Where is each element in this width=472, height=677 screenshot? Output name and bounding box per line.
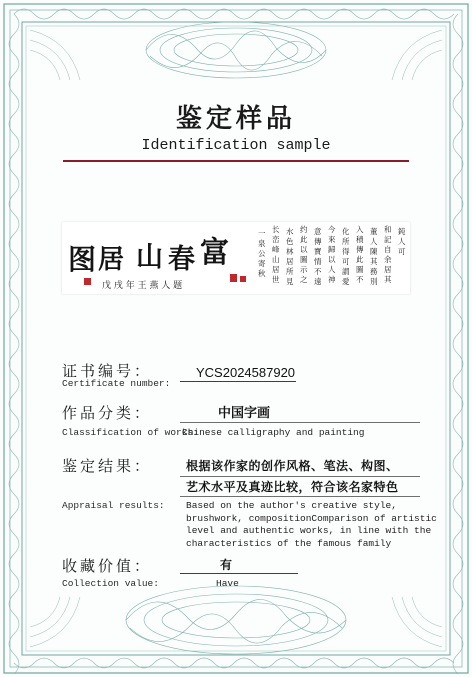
collection-label-en: Collection value: bbox=[62, 578, 159, 589]
calligraphy-scroll-image bbox=[62, 222, 410, 294]
svg-text:峦: 峦 bbox=[272, 235, 280, 244]
appraisal-value-en-line3: level and authentic works, in line with the bbox=[186, 525, 432, 536]
svg-text:山: 山 bbox=[136, 242, 163, 273]
appraisal-label-en: Appraisal results: bbox=[62, 500, 165, 511]
svg-text:水: 水 bbox=[286, 227, 294, 236]
svg-text:可: 可 bbox=[398, 247, 406, 256]
svg-text:人: 人 bbox=[370, 237, 378, 246]
collection-label-cn: 收藏价值： bbox=[62, 557, 153, 575]
appraisal-underline-1 bbox=[180, 476, 420, 477]
svg-text:不: 不 bbox=[314, 267, 322, 276]
svg-text:世: 世 bbox=[272, 275, 280, 284]
svg-text:陳: 陳 bbox=[370, 247, 378, 256]
classification-label-cn: 作品分类： bbox=[62, 404, 153, 422]
svg-text:意: 意 bbox=[314, 227, 322, 236]
svg-text:所: 所 bbox=[342, 237, 350, 246]
svg-text:務: 務 bbox=[370, 267, 378, 276]
svg-text:居: 居 bbox=[98, 245, 125, 275]
svg-text:記: 記 bbox=[384, 235, 392, 244]
collection-value-cn: 有 bbox=[220, 558, 233, 572]
svg-text:圖: 圖 bbox=[300, 255, 308, 264]
svg-text:戊 戌 年 王 燕 人 题: 戊 戌 年 王 燕 人 题 bbox=[102, 281, 183, 291]
appraisal-value-cn-line2: 艺术水平及真迹比较，符合该名家特色 bbox=[186, 480, 399, 494]
certificate-number-label-cn: 证书编号： bbox=[62, 362, 153, 380]
svg-text:神: 神 bbox=[328, 275, 336, 284]
svg-text:其: 其 bbox=[384, 275, 392, 284]
svg-text:居: 居 bbox=[272, 265, 280, 274]
classification-value-cn: 中国字画 bbox=[218, 406, 271, 421]
svg-text:此: 此 bbox=[300, 235, 308, 244]
svg-text:长: 长 bbox=[272, 225, 280, 234]
collection-value-en: Have bbox=[216, 578, 239, 589]
svg-text:得: 得 bbox=[342, 247, 350, 256]
svg-text:見: 見 bbox=[286, 277, 294, 286]
svg-text:不: 不 bbox=[356, 275, 364, 284]
appraisal-label-cn: 鉴定结果： bbox=[62, 457, 153, 475]
svg-text:化: 化 bbox=[342, 227, 350, 236]
svg-text:所: 所 bbox=[286, 267, 294, 276]
certificate-number-label-en: Certificate number: bbox=[62, 378, 171, 389]
certificate-number-underline bbox=[180, 381, 296, 382]
appraisal-value-cn-line1: 根据该作家的创作风格、笔法、构图、 bbox=[186, 459, 399, 473]
svg-text:图: 图 bbox=[68, 243, 97, 276]
svg-text:傳: 傳 bbox=[356, 245, 364, 254]
svg-text:傳: 傳 bbox=[314, 237, 322, 246]
svg-text:示: 示 bbox=[300, 265, 308, 274]
svg-text:可: 可 bbox=[342, 257, 350, 266]
svg-text:積: 積 bbox=[356, 235, 364, 244]
svg-text:公: 公 bbox=[258, 249, 266, 258]
svg-text:遠: 遠 bbox=[314, 277, 322, 286]
svg-text:愛: 愛 bbox=[342, 277, 350, 286]
classification-underline bbox=[180, 422, 420, 423]
svg-text:情: 情 bbox=[314, 257, 322, 266]
svg-text:入: 入 bbox=[356, 225, 364, 234]
appraisal-value-en-line1: Based on the author's creative style, bbox=[186, 500, 397, 511]
classification-label-en: Classification of works: bbox=[62, 427, 199, 438]
svg-text:居: 居 bbox=[286, 257, 294, 266]
svg-text:秋: 秋 bbox=[258, 269, 266, 278]
svg-text:此: 此 bbox=[356, 255, 364, 264]
svg-text:余: 余 bbox=[384, 255, 392, 264]
title-divider bbox=[63, 160, 409, 162]
svg-text:山: 山 bbox=[272, 255, 280, 264]
title-english: Identification sample bbox=[141, 137, 331, 154]
classification-value-en: Chinese calligraphy and painting bbox=[182, 427, 365, 438]
svg-text:別: 別 bbox=[370, 277, 378, 286]
svg-text:峰: 峰 bbox=[272, 245, 280, 254]
artwork-image bbox=[62, 222, 410, 294]
collection-underline bbox=[180, 573, 298, 574]
svg-text:一: 一 bbox=[258, 229, 266, 238]
svg-text:和: 和 bbox=[384, 225, 392, 234]
svg-text:居: 居 bbox=[384, 265, 392, 274]
svg-text:寶: 寶 bbox=[314, 247, 322, 256]
appraisal-value-en-line4: characteristics of the famous family bbox=[186, 537, 392, 549]
svg-text:人: 人 bbox=[398, 237, 406, 246]
svg-text:约: 约 bbox=[300, 225, 308, 234]
svg-text:寄: 寄 bbox=[258, 259, 266, 268]
svg-text:林: 林 bbox=[286, 247, 294, 256]
svg-text:歸: 歸 bbox=[328, 245, 336, 254]
title-chinese: 鉴定样品 bbox=[175, 104, 296, 134]
appraisal-value-en-line2: brushwork, compositionComparison of artistic bbox=[186, 512, 437, 524]
svg-text:人: 人 bbox=[328, 265, 336, 274]
svg-text:其: 其 bbox=[370, 257, 378, 266]
svg-text:富: 富 bbox=[200, 235, 230, 269]
svg-text:以: 以 bbox=[300, 245, 308, 254]
svg-text:春: 春 bbox=[168, 244, 195, 275]
svg-text:色: 色 bbox=[286, 237, 294, 246]
svg-text:謂: 謂 bbox=[342, 267, 350, 276]
svg-text:來: 來 bbox=[328, 235, 336, 244]
svg-text:圖: 圖 bbox=[356, 265, 364, 274]
appraisal-underline-2 bbox=[180, 496, 420, 497]
svg-text:鈍: 鈍 bbox=[398, 227, 406, 236]
svg-text:以: 以 bbox=[328, 255, 336, 264]
svg-text:董: 董 bbox=[370, 227, 378, 236]
svg-text:自: 自 bbox=[384, 245, 392, 254]
certificate-number-value: YCS2024587920 bbox=[196, 365, 296, 380]
svg-text:今: 今 bbox=[328, 225, 336, 234]
svg-text:之: 之 bbox=[300, 275, 308, 284]
svg-text:泉: 泉 bbox=[258, 239, 266, 248]
